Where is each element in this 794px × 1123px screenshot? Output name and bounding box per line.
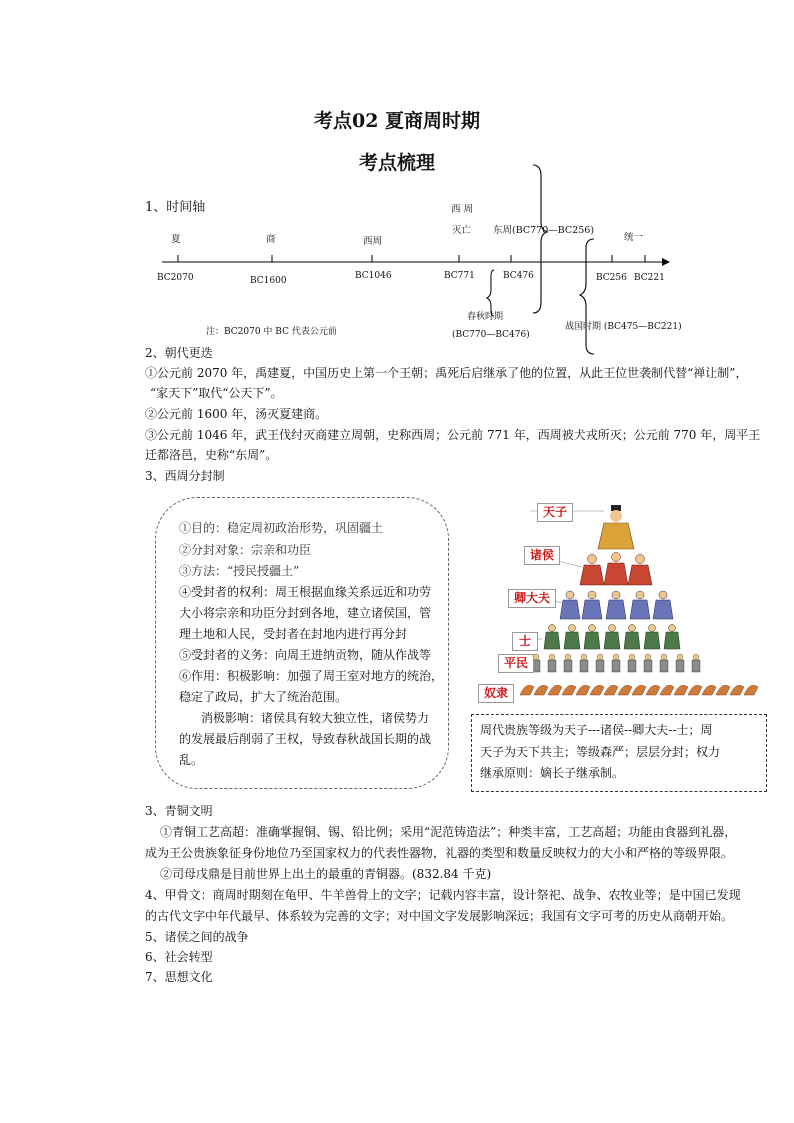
timeline-note: 注：BC2070 中 BC 代表公元前	[206, 327, 337, 337]
bronze-heading: 3、青铜文明	[145, 804, 213, 818]
date-label: BC476	[503, 271, 534, 281]
fenfeng-line: 理土地和人民，受封者在封地内进行再分封	[179, 627, 408, 641]
dynasty-para-2: ②公元前 1600 年，汤灭夏建商。	[145, 407, 328, 421]
bronze-para-1: ①青铜工艺高超：准确掌握铜、锡、铅比例；采用“泥范铸造法”；种类丰富，工艺高超；功能由食器到礼器，	[160, 825, 737, 839]
label-pingmin: 平民	[498, 654, 534, 673]
zhuhou-figures	[580, 553, 652, 586]
dynasty-heading: 2、朝代更迭	[145, 346, 213, 360]
label-shi: 士	[512, 632, 538, 651]
section-subtitle: 考点梳理	[358, 152, 435, 174]
fenfeng-line: 稳定了政局，扩大了统治范围。	[179, 690, 348, 704]
oracle-para-1b: 的古代文字中年代最早、体系较为完善的文字；对中国文字发展影响深远；我国有文字可考的历史从商朝开始。	[145, 909, 734, 923]
chunqiu-range: (BC770—BC476)	[452, 330, 530, 340]
chunqiu-label: 春秋时期	[467, 312, 504, 322]
dynasty-para-1: ①公元前 2070 年，禹建夏，中国历史上第一个王朝；禹死后启继承了他的位置，从此王位世袭制代替“禅让制”，	[145, 366, 748, 380]
zhanguo-label: 战国时期 (BC475—BC221)	[565, 322, 682, 332]
nuli-figures	[520, 685, 758, 695]
heading-thought: 7、思想文化	[145, 970, 213, 984]
rank-line: 继承原则：嫡长子继承制。	[480, 766, 625, 780]
zhanguo-brace	[580, 239, 594, 354]
oracle-para-1: 4、甲骨文：商周时期刻在龟甲、牛羊兽骨上的文字；记载内容丰富，设计祭祀、战争、农牧业等；是中国已发现	[145, 888, 741, 902]
fenfeng-line: ③方法：“授民授疆土”	[179, 564, 300, 578]
fenfeng-line: 消极影响：诸侯具有较大独立性，诸侯势力	[201, 711, 430, 725]
fenfeng-line: ②分封对象：宗亲和功臣	[179, 543, 312, 557]
heading-social: 6、社会转型	[145, 950, 213, 964]
label-zhuhou: 诸侯	[524, 546, 560, 565]
fenfeng-line: 大小将宗亲和功臣分封到各地，建立诸侯国，管	[179, 606, 432, 620]
date-label: BC771	[444, 271, 475, 281]
date-label: BC221	[634, 273, 665, 283]
fenfeng-line: ④受封者的权利：周王根据血缘关系远近和功劳	[179, 585, 432, 599]
heading-wars: 5、诸侯之间的战争	[145, 930, 249, 944]
fenfeng-line: ⑥作用：积极影响：加强了周王室对地方的统治，	[179, 669, 444, 683]
event-unify: 统一	[624, 232, 644, 243]
timeline-graphic	[0, 0, 794, 360]
donzhou-brace	[533, 165, 547, 313]
fenfeng-heading: 3、西周分封制	[145, 469, 225, 483]
page-title: 考点02 夏商周时期	[313, 110, 481, 132]
event-xizhou: 西周	[363, 236, 383, 247]
event-shang: 商	[266, 234, 276, 245]
date-label: BC1600	[250, 276, 287, 286]
label-tianzi: 天子	[537, 503, 573, 522]
event-xizhou-collapse-1: 西 周	[451, 204, 474, 215]
bronze-para-1b: 成为王公贵族象征身份地位乃至国家权力的代表性器物，礼器的类型和数量反映权力的大小和严格的等级界限。	[145, 846, 734, 860]
rank-line: 周代贵族等级为天子---诸侯--卿大夫--士；周	[480, 723, 713, 737]
fenfeng-line: 的发展最后削弱了王权，导致春秋战国长期的战	[179, 732, 432, 746]
timeline-heading: 1、时间轴	[145, 200, 206, 215]
dynasty-para-3: ③公元前 1046 年，武王伐纣灭商建立周朝，史称西周；公元前 771 年，西周被犬戎所灭；公元前 770 年，周平王	[145, 428, 761, 442]
dynasty-para-1b: “家天下”取代“公天下”。	[150, 386, 283, 400]
date-label: BC2070	[157, 273, 194, 283]
qingdafu-figures	[560, 591, 673, 619]
event-donzhou: 东周(BC770—BC256)	[493, 225, 595, 236]
tianzi-figure	[598, 505, 634, 549]
timeline-arrow	[662, 258, 670, 266]
event-xia: 夏	[171, 234, 181, 245]
event-xizhou-collapse-2: 灭亡	[452, 225, 472, 236]
fenfeng-line: ①目的：稳定周初政治形势，巩固疆土	[179, 521, 384, 535]
date-label: BC1046	[355, 271, 392, 281]
dynasty-para-3b: 迁都洛邑，史称“东周”。	[145, 448, 278, 462]
bronze-para-2: ②司母戊鼎是目前世界上出土的最重的青铜器。(832.84 千克)	[160, 867, 492, 881]
pingmin-figures	[532, 654, 700, 672]
rank-line: 天子为天下共主；等级森严；层层分封；权力	[480, 745, 721, 759]
date-label: BC256	[596, 273, 627, 283]
fenfeng-line: ⑤受封者的义务：向周王进纳贡物，随从作战等	[179, 648, 432, 662]
fenfeng-line: 乱。	[179, 753, 204, 767]
shi-figures	[544, 625, 680, 650]
label-qingdafu: 卿大夫	[508, 589, 556, 608]
label-nuli: 奴隶	[478, 684, 514, 703]
